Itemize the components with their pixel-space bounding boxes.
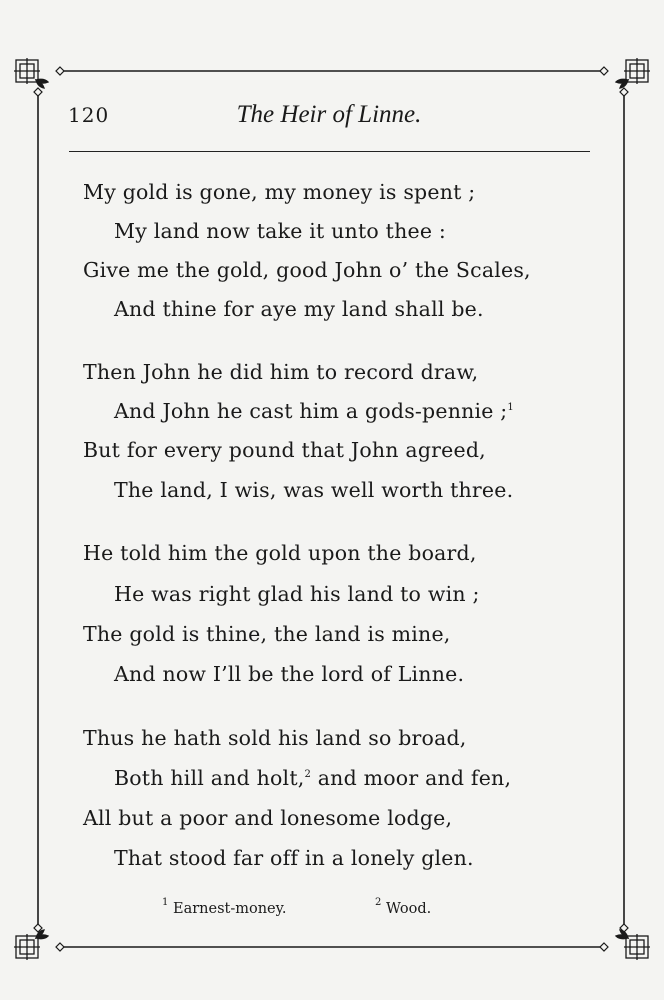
footnote-ref: 2 bbox=[304, 769, 312, 780]
verse-line: And John he cast him a gods-pennie ;$^1$ bbox=[114, 399, 514, 423]
page-number: 120 bbox=[68, 103, 110, 127]
verse-line: All but a poor and lonesome lodge, bbox=[83, 806, 453, 830]
verse-line: Then John he did him to record draw, bbox=[83, 360, 479, 384]
corner-ornament bbox=[14, 58, 48, 88]
verse-line: Give me the gold, good John o’ the Scales, bbox=[83, 258, 531, 282]
footnote-ref: 1 bbox=[507, 402, 514, 413]
verse-line: He was right glad his land to win ; bbox=[114, 582, 480, 606]
verse-line: The gold is thine, the land is mine, bbox=[83, 622, 451, 646]
verse-line: But for every pound that John agreed, bbox=[83, 438, 486, 462]
running-title: The Heir of Linne. bbox=[236, 101, 422, 128]
verse-line: And thine for aye my land shall be. bbox=[114, 297, 484, 321]
page-header bbox=[64, 103, 594, 133]
verse-line: My land now take it unto thee : bbox=[114, 219, 446, 243]
verse-line: My gold is gone, my money is spent ; bbox=[83, 180, 476, 204]
verse-line: Both hill and holt,$^2$ and moor and fen, bbox=[114, 766, 512, 790]
verse-line: Thus he hath sold his land so broad, bbox=[83, 726, 467, 750]
verse-line: That stood far off in a lonely glen. bbox=[114, 846, 474, 870]
footnote: $^1$ Earnest-money. bbox=[162, 897, 287, 917]
verse-line: And now I’ll be the lord of Linne. bbox=[114, 662, 465, 686]
verse-line: The land, I wis, was well worth three. bbox=[114, 478, 514, 502]
footnote: $^2$ Wood. bbox=[375, 897, 432, 917]
verse-line: He told him the gold upon the board, bbox=[83, 541, 477, 565]
header-rule bbox=[69, 151, 590, 152]
